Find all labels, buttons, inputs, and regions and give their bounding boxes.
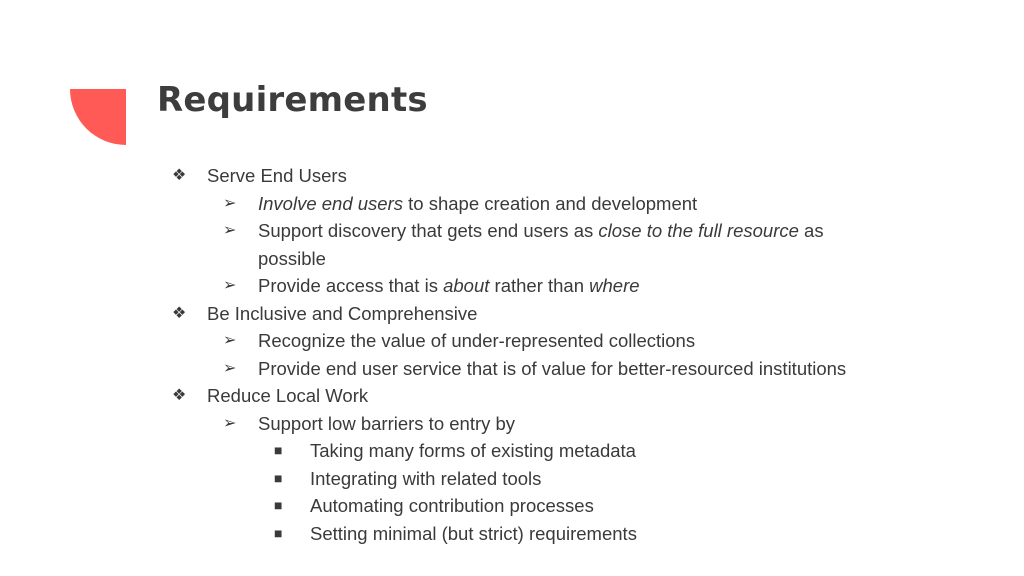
square-bullet-icon: ■ bbox=[274, 442, 283, 458]
plain-text: Support discovery that gets end users as bbox=[258, 220, 599, 241]
plain-text: Provide access that is bbox=[258, 275, 444, 296]
arrow-bullet-icon: ➢ bbox=[223, 359, 237, 377]
list-item bbox=[170, 217, 930, 245]
list-item-text: possible bbox=[258, 247, 326, 269]
square-bullet-icon: ■ bbox=[274, 469, 283, 486]
square-bullet-icon: ■ bbox=[274, 497, 283, 513]
list-item bbox=[170, 520, 930, 548]
diamond-bullet-icon: ❖ bbox=[172, 167, 187, 184]
arrow-bullet-icon: ➢ bbox=[223, 277, 237, 294]
list-item-continuation bbox=[170, 245, 930, 273]
list-item bbox=[170, 190, 930, 218]
list-item bbox=[170, 272, 930, 300]
emphasis-text: Involve end users bbox=[258, 192, 404, 214]
bullet-list bbox=[170, 162, 930, 547]
list-item-text bbox=[258, 190, 697, 218]
plain-text: rather than bbox=[489, 275, 590, 296]
list-item bbox=[170, 465, 930, 493]
list-item-text bbox=[258, 217, 824, 245]
list-item-text: Integrating with related tools bbox=[310, 467, 542, 489]
list-item bbox=[170, 437, 930, 465]
list-item-text: Support low barriers to entry by bbox=[258, 412, 516, 434]
plain-text: to shape creation and development bbox=[403, 192, 698, 214]
arrow-bullet-icon: ➢ bbox=[223, 332, 237, 349]
emphasis-text: about bbox=[443, 275, 490, 296]
emphasis-text: close to the full resource bbox=[598, 220, 799, 241]
list-item-text: Serve End Users bbox=[207, 165, 347, 186]
list-item bbox=[170, 162, 930, 190]
slide-title: Requirements bbox=[157, 80, 428, 120]
arrow-bullet-icon: ➢ bbox=[223, 222, 237, 239]
list-item-text bbox=[258, 272, 640, 300]
list-item bbox=[170, 382, 930, 410]
square-bullet-icon: ■ bbox=[274, 524, 283, 541]
arrow-bullet-icon: ➢ bbox=[223, 194, 237, 212]
emphasis-text: where bbox=[589, 275, 640, 296]
list-item bbox=[170, 355, 930, 383]
list-item-text: Automating contribution processes bbox=[310, 495, 594, 516]
list-item-text: Be Inclusive and Comprehensive bbox=[207, 302, 478, 324]
list-item-text: Setting minimal (but strict) requirements bbox=[310, 522, 637, 544]
list-item-text: Taking many forms of existing metadata bbox=[310, 440, 636, 461]
list-item bbox=[170, 410, 930, 438]
diamond-bullet-icon: ❖ bbox=[172, 304, 187, 322]
list-item bbox=[170, 492, 930, 520]
plain-text: as bbox=[798, 220, 824, 241]
diamond-bullet-icon: ❖ bbox=[172, 387, 187, 404]
list-item bbox=[170, 300, 930, 328]
accent-quarter-circle-shape bbox=[70, 89, 126, 145]
list-item-text: Recognize the value of under-represented collections bbox=[258, 330, 696, 351]
list-item-text: Provide end user service that is of value for better-resourced institutions bbox=[258, 357, 847, 379]
arrow-bullet-icon: ➢ bbox=[223, 414, 237, 432]
list-item bbox=[170, 327, 930, 355]
list-item-text: Reduce Local Work bbox=[207, 385, 369, 406]
